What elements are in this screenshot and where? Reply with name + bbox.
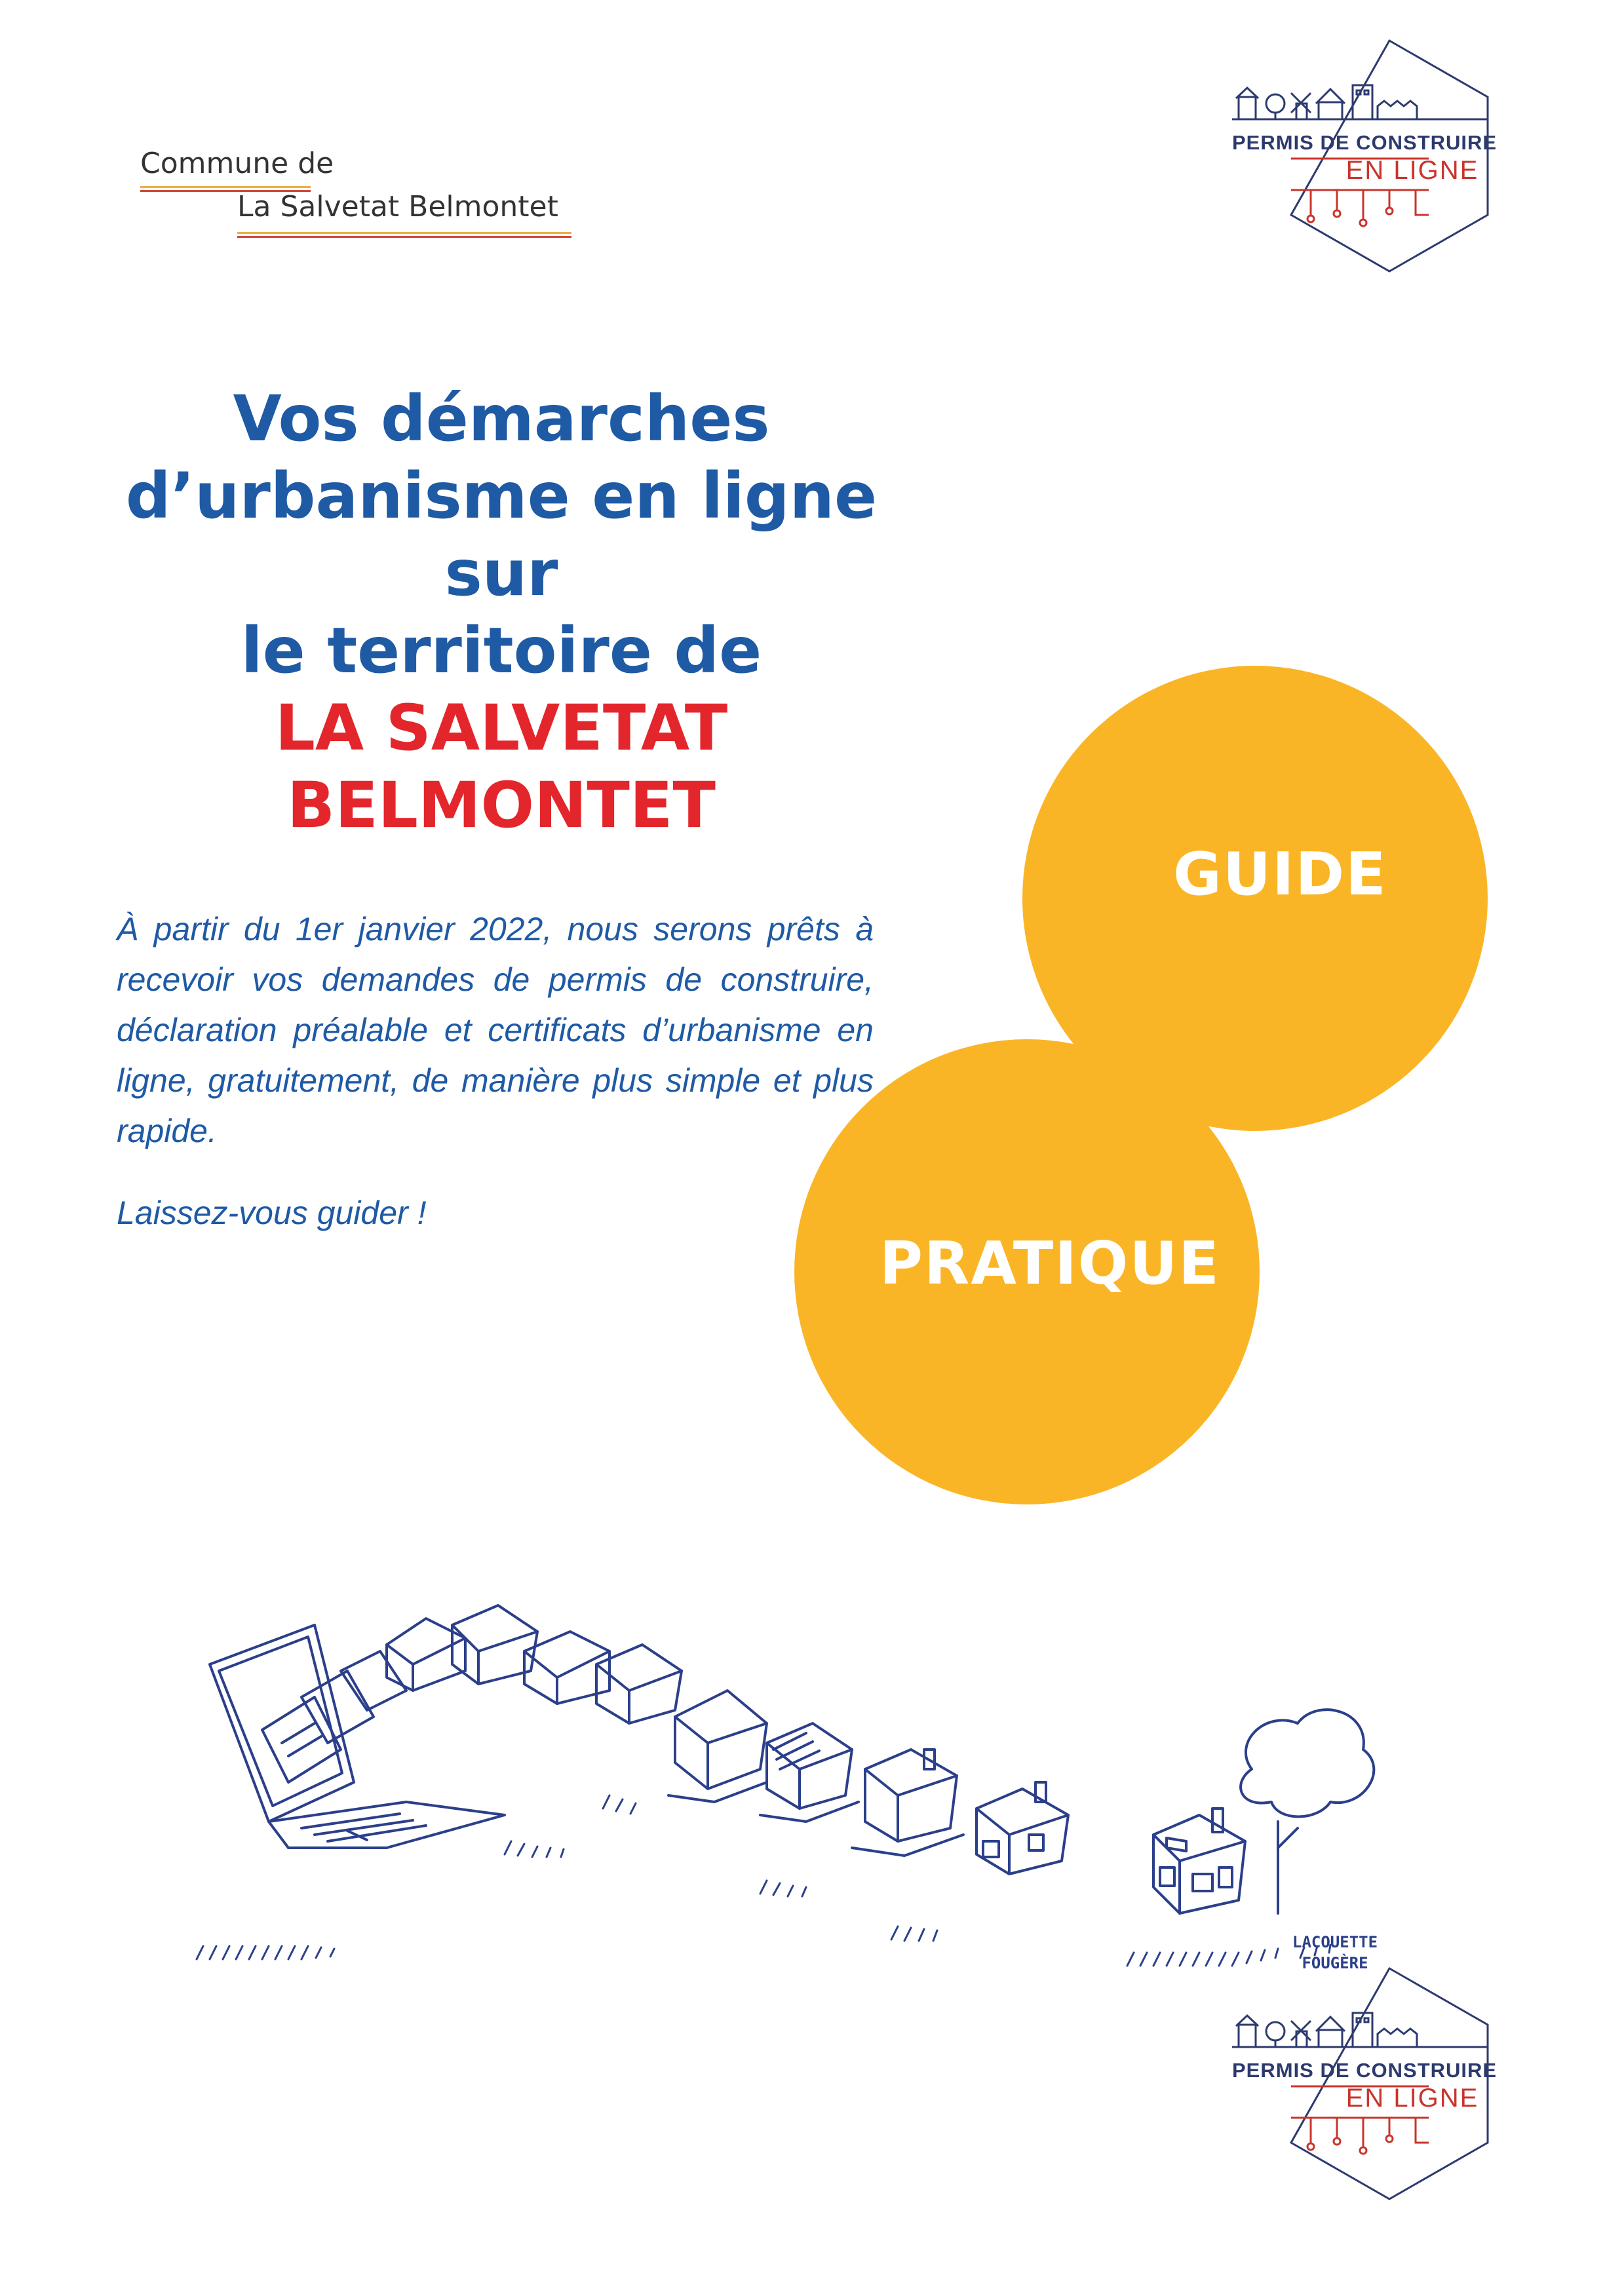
paper-sheets-icon xyxy=(262,1651,406,1782)
final-house-icon xyxy=(1153,1808,1245,1913)
badge-subtitle: EN LIGNE xyxy=(1345,156,1479,185)
commune-line2: La Salvetat Belmontet xyxy=(237,190,558,223)
house-icon xyxy=(668,1691,767,1802)
title-commune-line1: LA SALVETAT xyxy=(275,691,728,765)
title-line2: d’urbanisme en ligne sur xyxy=(125,459,878,610)
house-icon xyxy=(976,1782,1068,1874)
commune-underline-yellow xyxy=(140,186,311,188)
signature-line1: LACOUETTE xyxy=(1292,1933,1378,1951)
commune-logo xyxy=(140,147,573,245)
commune-line1: Commune de xyxy=(140,147,334,180)
title-line3: le territoire de xyxy=(241,614,762,687)
badge-title: PERMIS DE CONSTRUIRE xyxy=(1232,2059,1498,2082)
commune-underline-red-2 xyxy=(237,236,571,238)
title-line1: Vos démarches xyxy=(233,382,770,455)
intro-tagline: Laissez-vous guider ! xyxy=(117,1195,427,1231)
house-icon xyxy=(760,1723,859,1822)
title-commune-line2: BELMONTET xyxy=(287,769,716,842)
signature-line2: FOUGÈRE xyxy=(1302,1954,1368,1972)
laptop-houses-illustration xyxy=(190,1559,1435,1992)
guide-label: GUIDE xyxy=(1173,840,1387,909)
page-title xyxy=(79,380,924,844)
tree-icon xyxy=(1241,1710,1374,1913)
intro-paragraph: À partir du 1er janvier 2022, nous serons prêts à recevoir vos demandes de permis de construire, déclaration préalable et certificats d’urbanisme en ligne, gratuitement, de manière plus simple et plus rapide. xyxy=(117,911,874,1149)
commune-underline-yellow-2 xyxy=(237,232,571,234)
pratique-label: PRATIQUE xyxy=(880,1229,1220,1298)
laptop-icon xyxy=(210,1625,505,1848)
permis-badge-bottom xyxy=(1212,1966,1501,2202)
village-skyline-icon xyxy=(1232,2013,1488,2047)
permis-badge-top xyxy=(1212,38,1501,274)
badge-subtitle: EN LIGNE xyxy=(1345,2084,1479,2113)
house-icon xyxy=(852,1750,963,1856)
village-skyline-icon xyxy=(1232,85,1488,119)
badge-title: PERMIS DE CONSTRUIRE xyxy=(1232,131,1498,154)
